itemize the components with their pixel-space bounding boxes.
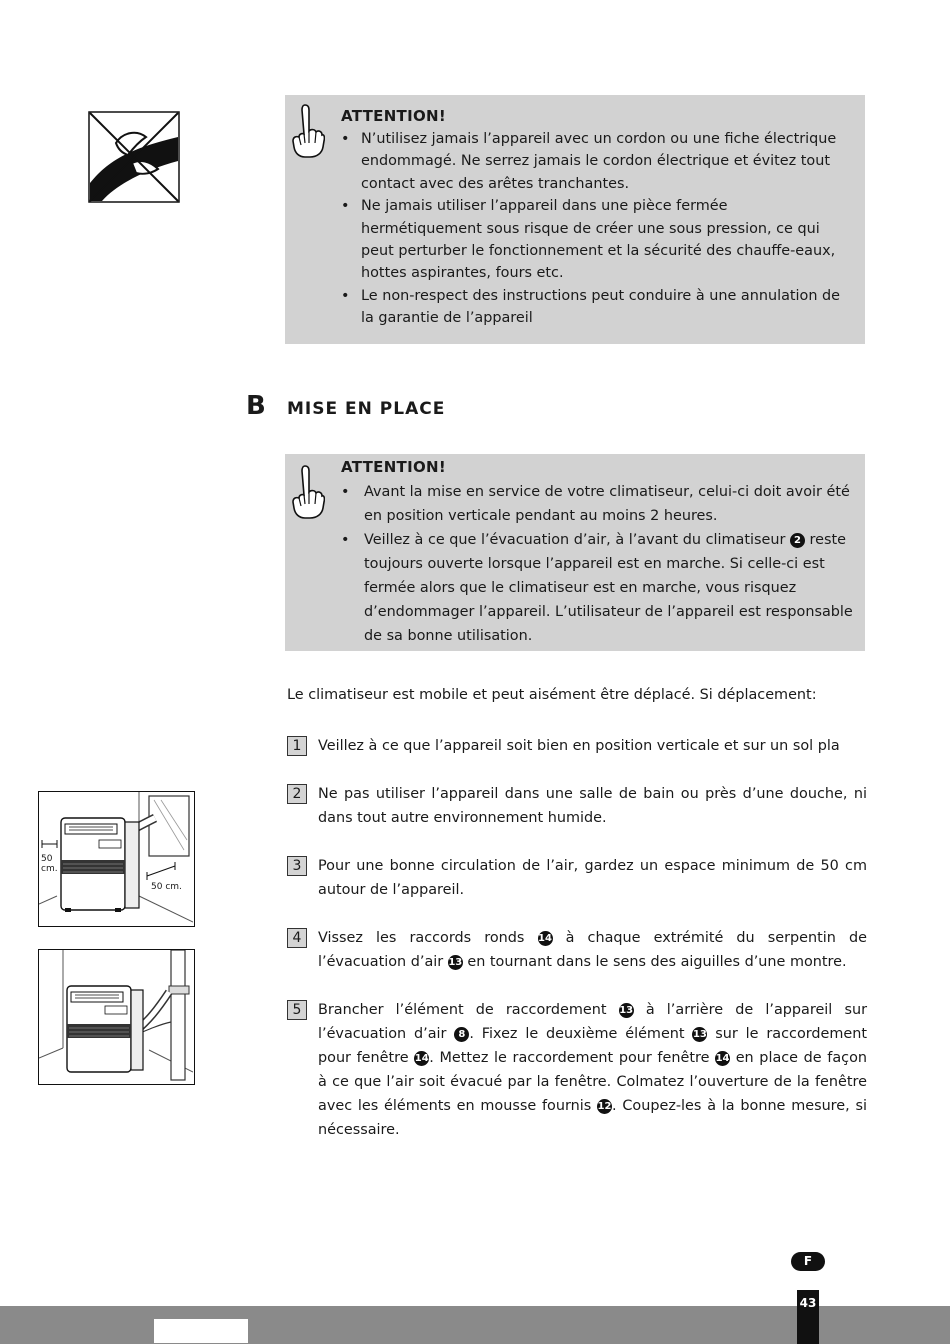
warning-box-2 [285, 454, 865, 651]
air-conditioner-clearance-drawing [39, 792, 193, 925]
warning-bullet: • Avant la mise en service de votre climatiseur, celui-ci doit avoir été en position verticale pendant au moins 2 heures. [341, 480, 857, 528]
page-number: 43 [797, 1290, 819, 1344]
footer-blank-box [154, 1319, 248, 1343]
step-number: 4 [287, 928, 307, 948]
reference-number: 12 [597, 1101, 612, 1112]
warning-bullet: • Veillez à ce que l’évacuation d’air, à l’avant du climatiseur 2 reste toujours ouverte lorsque l’appareil est en marche. Si celle-ci est fermée alors que le climatiseur est en marche, vous risquez d’endommager l’appareil. L’utilisateur de l’appareil est responsable de sa bonne utilisation. [341, 528, 857, 648]
pointing-hand-icon [291, 103, 325, 159]
reference-number: 13 [692, 1029, 707, 1040]
step-text: Veillez à ce que l’appareil soit bien en position verticale et sur un sol pla [318, 738, 840, 754]
warning-bullet: • Ne jamais utiliser l’appareil dans une pièce fermée hermétiquement sous risque de créer une sous pression, ce qui peut perturber le fonctionnement et la sécurité des chauffe-eaux, hottes aspirantes, fours etc. [341, 195, 851, 285]
reference-number: 14 [414, 1053, 429, 1064]
reference-number: 13 [619, 1005, 634, 1016]
step-1 [287, 736, 867, 758]
warning-box-1 [285, 95, 865, 344]
step-text: Ne pas utiliser l’appareil dans une salle de bain ou près d’une douche, ni dans tout autre environnement humide. [318, 786, 867, 826]
language-badge: F [791, 1252, 825, 1271]
step-number: 3 [287, 856, 307, 876]
step-number: 1 [287, 736, 307, 756]
air-conditioner-window-drawing [39, 950, 193, 1083]
intro-text: Le climatiseur est mobile et peut aisément être déplacé. Si déplacement: [287, 687, 817, 703]
reference-number: 14 [538, 933, 552, 944]
step-5 [287, 1000, 867, 1142]
reference-number: 13 [448, 957, 463, 968]
step-3 [287, 856, 867, 902]
step-number: 2 [287, 784, 307, 804]
warning-list [341, 480, 857, 648]
step-text: Pour une bonne circulation de l’air, gardez un espace minimum de 50 cm autour de l’appareil. [318, 858, 867, 898]
section-title: MISE EN PLACE [287, 399, 446, 419]
reference-number: 2 [790, 533, 805, 548]
clearance-label-right: 50 cm. [151, 882, 182, 892]
reference-number: 14 [715, 1053, 730, 1064]
section-letter: B [246, 391, 266, 421]
warning-list [341, 128, 851, 330]
step-2 [287, 784, 867, 830]
step-4 [287, 928, 867, 974]
no-damaged-cord-icon [88, 111, 180, 203]
pointing-hand-icon [291, 464, 325, 520]
warning-title: ATTENTION! [341, 458, 447, 476]
warning-bullet: • N’utilisez jamais l’appareil avec un cordon ou une fiche électrique endommagé. Ne serrez jamais le cordon électrique et évitez tout contact avec des arêtes tranchantes. [341, 128, 851, 195]
step-number: 5 [287, 1000, 307, 1020]
step-text: Brancher l’élément de raccordement 13 à l’arrière de l’appareil sur l’évacuation d’air 8 . Fixez le deuxième élément 13 sur le raccordement pour fenêtre 14. Mettez le raccordement pour fenêtre 14 en place de façon à ce que l’air soit évacué par la fenêtre. Colmatez l’ouverture de la fenêtre avec les éléments en mousse fournis 12. Coupez-les à la bonne mesure, si nécessaire. [318, 1002, 868, 1138]
reference-number: 8 [454, 1027, 469, 1042]
step-text: Vissez les raccords ronds 14 à chaque extrémité du serpentin de l’évacuation d’air 13 en tournant dans le sens des aiguilles d’une montre. [318, 930, 868, 970]
window-installation-illustration [38, 949, 195, 1085]
warning-bullet: • Le non-respect des instructions peut conduire à une annulation de la garantie de l’appareil [341, 285, 851, 330]
clearance-label-left: 50 cm. [41, 854, 58, 874]
warning-title: ATTENTION! [341, 107, 447, 125]
clearance-illustration [38, 791, 195, 927]
